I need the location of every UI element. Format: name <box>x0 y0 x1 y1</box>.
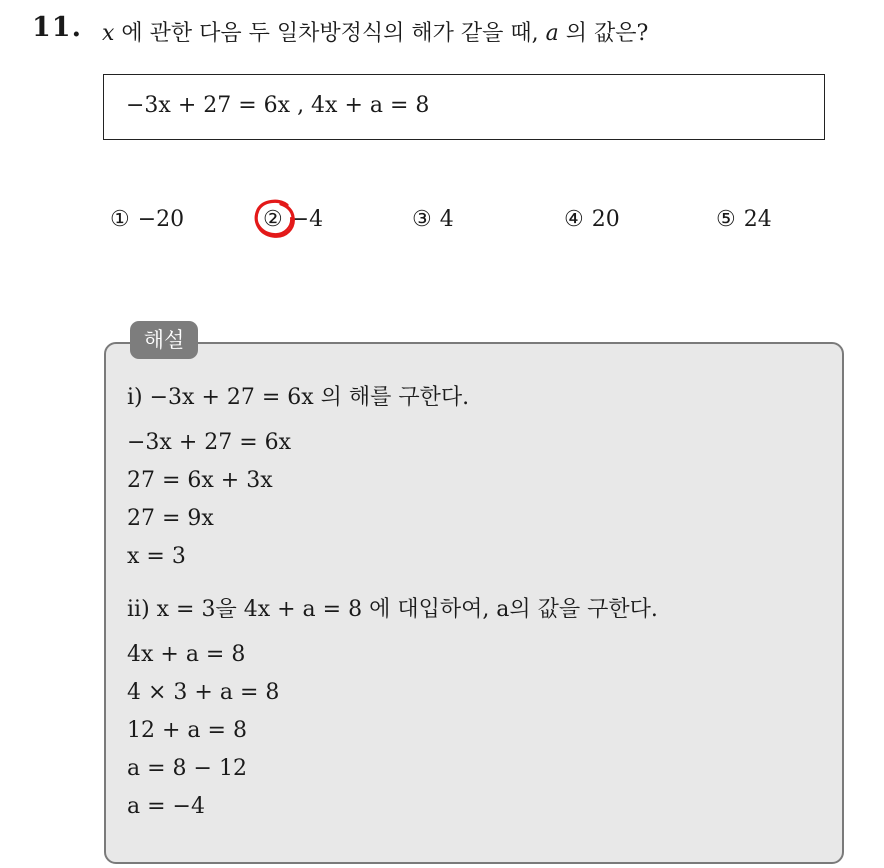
solution-line-1: i) −3x + 27 = 6x 의 해를 구한다. <box>127 385 470 410</box>
choice-3-marker: ③ <box>412 207 432 232</box>
equation-box <box>103 74 825 140</box>
choice-5-marker: ⑤ <box>716 207 736 232</box>
question-text-part2: 의 값은? <box>565 21 649 46</box>
solution-line-10: a = 8 − 12 <box>127 756 247 781</box>
choice-5[interactable] <box>716 207 772 232</box>
solution-line-6: ii) x = 3을 4x + a = 8 에 대입하여, a의 값을 구한다. <box>127 597 658 622</box>
solution-line-11: a = −4 <box>127 794 205 819</box>
choice-2-marker: ② <box>263 207 283 232</box>
choice-4-marker: ④ <box>564 207 584 232</box>
choice-1-marker: ① <box>110 207 130 232</box>
solution-line-4: 27 = 9x <box>127 506 214 531</box>
choice-4-value: 20 <box>591 207 620 232</box>
solution-line-5: x = 3 <box>127 544 186 569</box>
solution-line-3: 27 = 6x + 3x <box>127 468 273 493</box>
question-var-x: x <box>102 21 115 46</box>
choice-3-value: 4 <box>439 207 454 232</box>
solution-line-7: 4x + a = 8 <box>127 642 246 667</box>
choice-1[interactable] <box>110 207 184 232</box>
choice-3[interactable] <box>412 207 454 232</box>
choice-4[interactable] <box>564 207 620 232</box>
solution-line-9: 12 + a = 8 <box>127 718 247 743</box>
question-number: 11. <box>32 12 82 43</box>
equation-text: −3x + 27 = 6x , 4x + a = 8 <box>126 93 430 118</box>
solution-label: 해설 <box>130 321 198 359</box>
solution-line-2: −3x + 27 = 6x <box>127 430 292 455</box>
solution-line-8: 4 × 3 + a = 8 <box>127 680 280 705</box>
question-var-a: a <box>545 21 559 46</box>
choice-5-value: 24 <box>743 207 772 232</box>
choice-2-value: −4 <box>290 207 324 232</box>
choice-1-value: −20 <box>137 207 185 232</box>
question-text-part1: 에 관한 다음 두 일차방정식의 해가 같을 때, <box>121 21 539 46</box>
answer-mark-circle-icon <box>251 197 299 241</box>
question-text <box>102 16 648 47</box>
